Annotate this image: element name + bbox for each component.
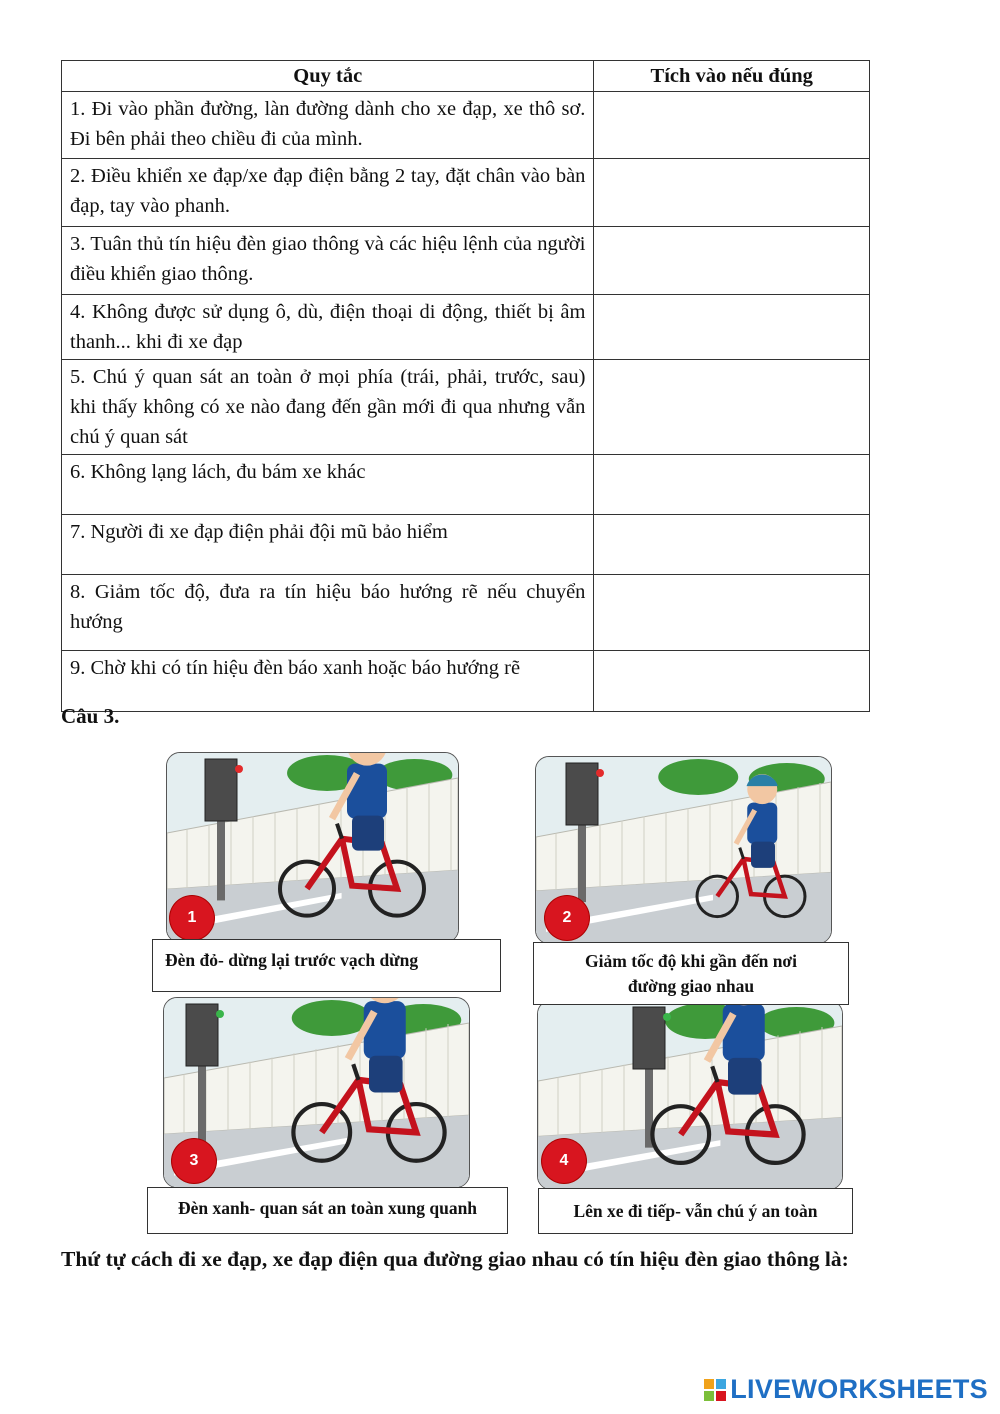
traffic-light-icon [205,759,237,821]
signal-lamp-icon [235,765,243,773]
rules-table [61,60,870,712]
signal-lamp-icon [216,1010,224,1018]
traffic-pole [217,813,225,900]
check-cell-6[interactable] [594,455,870,515]
rule-text-9: 9. Chờ khi có tín hiệu đèn báo xanh hoặc báo hướng rẽ [62,651,594,712]
check-cell-4[interactable] [594,295,870,360]
logo-text: LIVEWORKSHEETS [730,1374,988,1404]
check-cell-1[interactable] [594,92,870,159]
signal-lamp-icon [596,769,604,777]
shirt [723,1003,765,1061]
shorts [352,816,384,851]
check-cell-2[interactable] [594,159,870,227]
rule-text-1: 1. Đi vào phần đường, làn đường dành cho xe đạp, xe thô sơ. Đi bên phải theo chiều đi của mình. [62,92,594,159]
question-3-label: Câu 3. [61,704,120,728]
number-badge-1: 1 [170,896,214,940]
header-rule: Quy tắc [62,61,594,92]
traffic-pole [198,1058,206,1145]
shorts [751,842,775,868]
traffic-pole [578,817,586,902]
shirt [747,803,777,844]
rule-text-8: 8. Giảm tốc độ, đưa ra tín hiệu báo hướng rẽ nếu chuyển hướng [62,575,594,651]
header-check: Tích vào nếu đúng [594,61,870,92]
caption-2[interactable]: Giảm tốc độ khi gần đến nơi đường giao nhau [533,942,849,1005]
rule-text-5: 5. Chú ý quan sát an toàn ở mọi phía (trái, phải, trước, sau) khi thấy không có xe nào đang đến gần mới đi qua nhưng vẫn chú ý quan sát [62,360,594,455]
rule-text-4: 4. Không được sử dụng ô, dù, điện thoại di động, thiết bị âm thanh... khi đi xe đạp [62,295,594,360]
check-cell-9[interactable] [594,651,870,712]
check-cell-5[interactable] [594,360,870,455]
check-cell-3[interactable] [594,227,870,295]
traffic-light-icon [186,1004,218,1066]
shirt [364,1001,406,1059]
rule-text-7: 7. Người đi xe đạp điện phải đội mũ bảo hiểm [62,515,594,575]
shorts [369,1056,403,1093]
liveworksheets-logo [704,1374,988,1405]
caption-3[interactable]: Đèn xanh- quan sát an toàn xung quanh [147,1187,508,1234]
check-cell-8[interactable] [594,575,870,651]
rule-text-2: 2. Điều khiển xe đạp/xe đạp điện bằng 2 tay, đặt chân vào bàn đạp, tay vào phanh. [62,159,594,227]
rule-text-3: 3. Tuân thủ tín hiệu đèn giao thông và các hiệu lệnh của người điều khiển giao thông. [62,227,594,295]
rule-text-6: 6. Không lạng lách, đu bám xe khác [62,455,594,515]
tree-icon [658,759,738,795]
traffic-light-icon [566,763,598,825]
caption-1[interactable]: Đèn đỏ- dừng lại trước vạch dừng [152,939,501,992]
number-badge-2: 2 [545,896,589,940]
number-badge-4: 4 [542,1139,586,1183]
shorts [728,1058,762,1095]
check-cell-7[interactable] [594,515,870,575]
traffic-light-icon [633,1007,665,1069]
number-badge-3: 3 [172,1139,216,1183]
order-question: Thứ tự cách đi xe đạp, xe đạp điện qua đường giao nhau có tín hiệu đèn giao thông là: [61,1247,849,1271]
liveworksheets-logo-icon [704,1379,726,1401]
caption-4[interactable]: Lên xe đi tiếp- vẫn chú ý an toàn [538,1188,853,1234]
signal-lamp-icon [663,1013,671,1021]
shirt [347,764,387,819]
